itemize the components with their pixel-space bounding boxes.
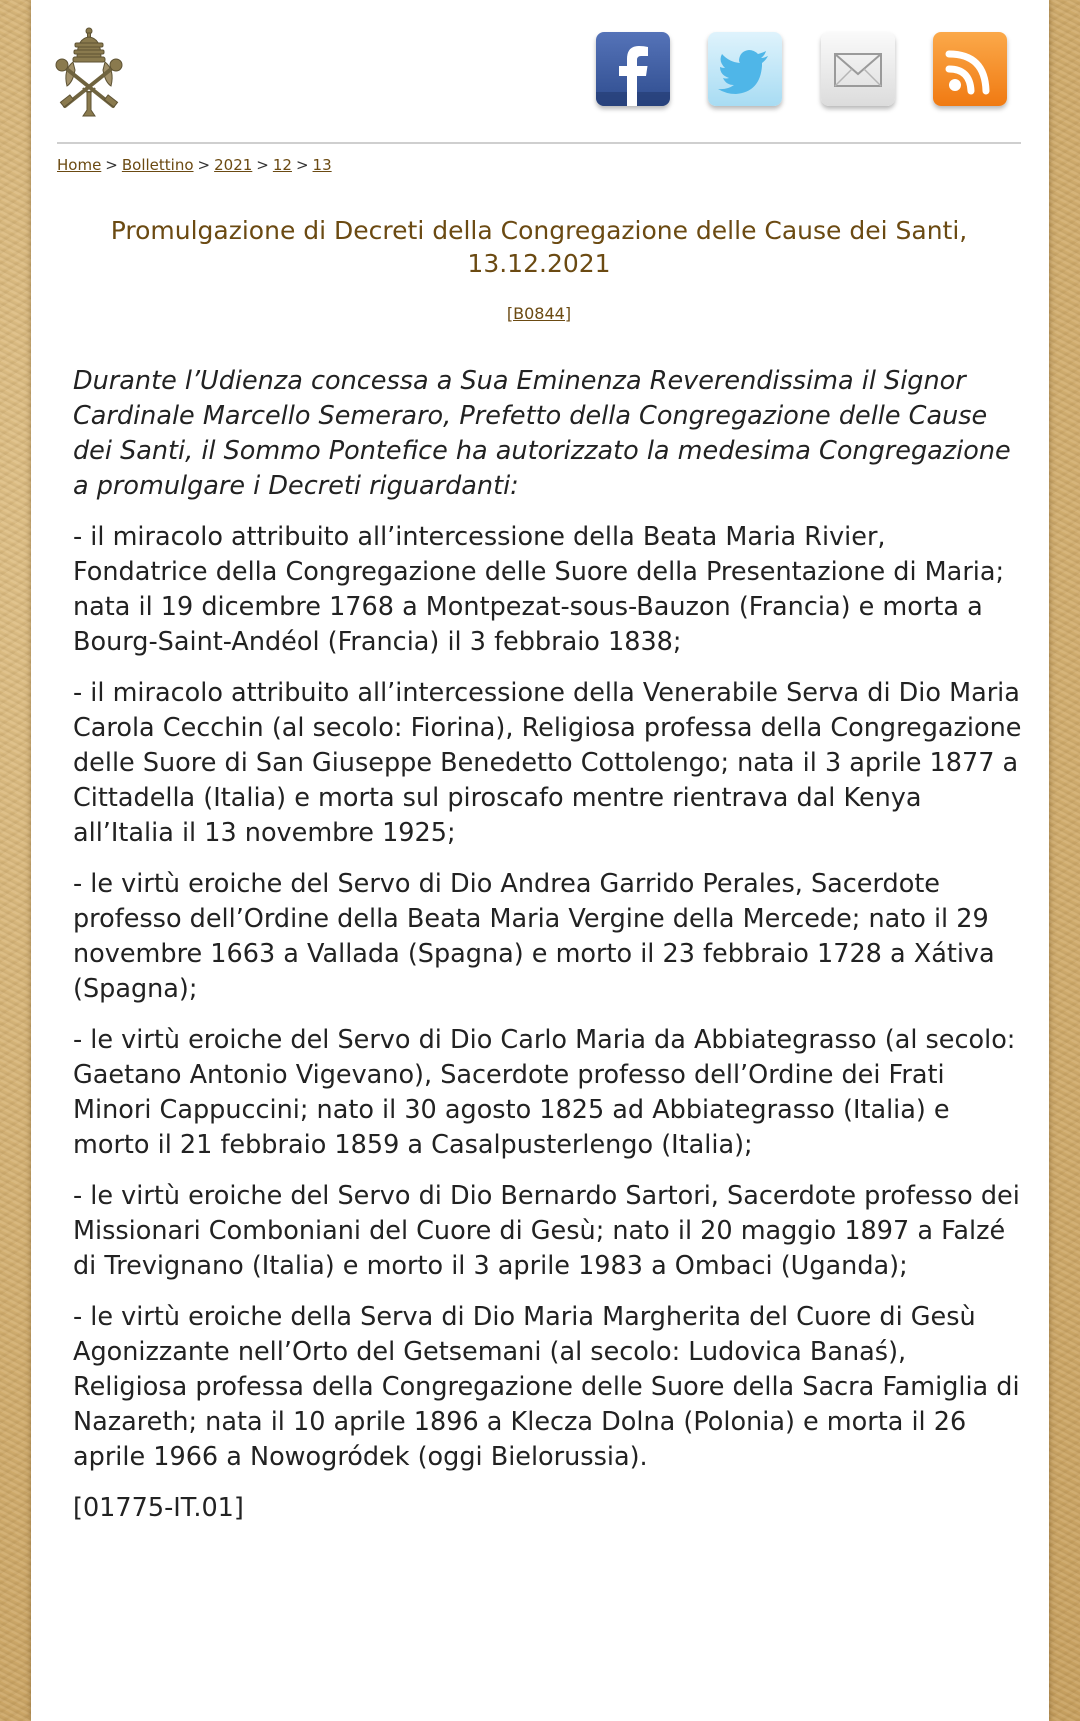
header: [31, 0, 1049, 142]
bulletin-code-link[interactable]: [B0844]: [506, 304, 572, 323]
decree-item: - le virtù eroiche del Servo di Dio Andrea Garrido Perales, Sacerdote professo dell’Ordine della Beata Maria Vergine della Mercede; nato il 29 novembre 1663 a Vallada (Spagna) e morto il 23 febbraio 1728 a Xátiva (Spagna);: [73, 869, 995, 1004]
rss-icon: [933, 32, 1007, 106]
decree-item: - il miracolo attribuito all’intercessione della Beata Maria Rivier, Fondatrice della Congregazione delle Suore della Presentazione di Maria; nata il 19 dicembre 1768 a Montpezat-sous-Bauzon (Francia) e morta a Bourg-Saint-Andéol (Francia) il 3 febbraio 1838;: [73, 522, 1005, 657]
facebook-icon: [596, 32, 670, 106]
article-body: [73, 364, 1023, 1542]
twitter-icon: [708, 32, 782, 106]
footer-code: [01775-IT.01]: [73, 1493, 244, 1523]
decree-item: - le virtù eroiche del Servo di Dio Carlo Maria da Abbiategrasso (al secolo: Gaetano Antonio Vigevano), Sacerdote professo dell’Ordine dei Frati Minori Cappuccini; nato il 30 agosto 1825 ad Abbiategrasso (Italia) e morto il 21 febbraio 1859 a Casalpusterlengo (Italia);: [73, 1025, 1016, 1160]
breadcrumb-separator: >: [197, 156, 211, 174]
intro-paragraph: Durante l’Udienza concessa a Sua Eminenza Reverendissima il Signor Cardinale Marcello Semeraro, Prefetto della Congregazione delle Cause dei Santi, il Sommo Pontefice ha autorizzato la medesima Congregazione a promulgare i Decreti riguardanti:: [73, 366, 1011, 501]
rss-feed-button[interactable]: [933, 32, 1007, 106]
page-title: Promulgazione di Decreti della Congregazione delle Cause dei Santi, 13.12.2021: [110, 216, 968, 278]
decree-item: - le virtù eroiche della Serva di Dio Maria Margherita del Cuore di Gesù Agonizzante nell’Orto del Getsemani (al secolo: Ludovica Banaś), Religiosa professa della Congregazione delle Suore della Sacra Famiglia di Nazareth; nata il 10 aprile 1896 a Klecza Dolna (Polonia) e morta il 26 aprile 1966 a Nowogródek (oggi Bielorussia).: [73, 1302, 1020, 1472]
breadcrumb-home[interactable]: Home: [57, 156, 102, 174]
breadcrumb-separator: >: [105, 156, 118, 174]
decree-item: - il miracolo attribuito all’intercessione della Venerabile Serva di Dio Maria Carola Cecchin (al secolo: Fiorina), Religiosa professa della Congregazione delle Suore di San Giuseppe Benedetto Cottolengo; nata il 3 aprile 1877 a Cittadella (Italia) e morta sul piroscafo mentre rientrava dal Kenya all’Italia il 13 novembre 1925;: [73, 678, 1022, 848]
mail-icon: [821, 32, 895, 106]
breadcrumb-separator: >: [295, 156, 309, 174]
breadcrumb-year[interactable]: 2021: [214, 156, 253, 174]
breadcrumb: [57, 155, 1017, 175]
facebook-share-button[interactable]: [596, 32, 670, 106]
breadcrumb-month[interactable]: 12: [272, 156, 292, 174]
breadcrumb-separator: >: [256, 156, 269, 174]
header-divider: [57, 142, 1021, 144]
twitter-share-button[interactable]: [708, 32, 782, 106]
breadcrumb-bollettino[interactable]: Bollettino: [121, 156, 194, 174]
email-share-button[interactable]: [821, 32, 895, 106]
bulletin-code: [57, 303, 1021, 325]
papal-coat-of-arms-icon[interactable]: [53, 26, 125, 118]
decree-item: - le virtù eroiche del Servo di Dio Bernardo Sartori, Sacerdote professo dei Missionari Comboniani del Cuore di Gesù; nato il 20 maggio 1897 a Falzé di Trevignano (Italia) e morto il 3 aprile 1983 a Ombaci (Uganda);: [73, 1181, 1020, 1281]
page-container: [31, 0, 1049, 1721]
breadcrumb-day[interactable]: 13: [312, 156, 332, 174]
